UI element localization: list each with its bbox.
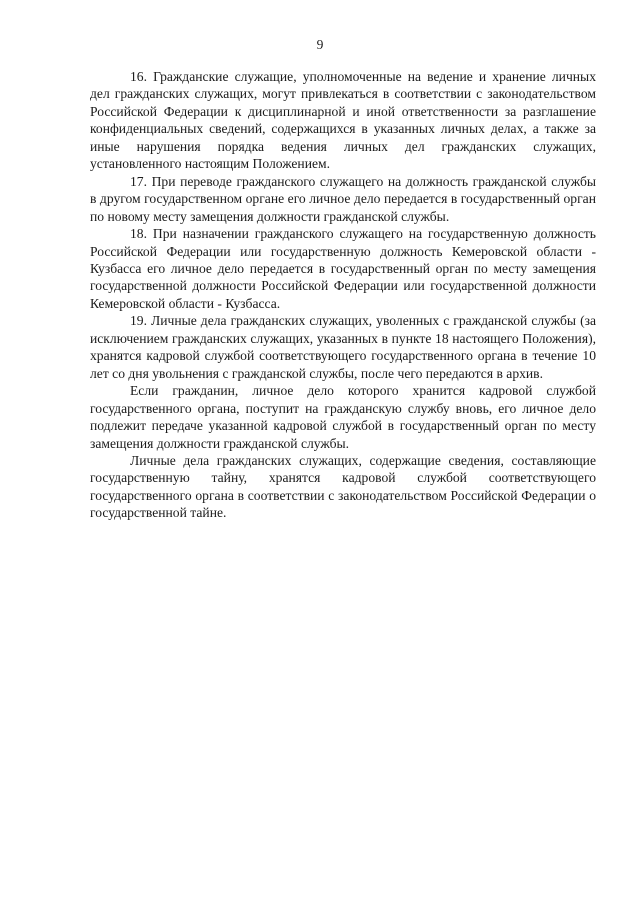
paragraph-16: 16. Гражданские служащие, уполномоченные на ведение и хранение личных дел гражданских служащих, могут привлекаться в соответствии с законодательством Российской Федерации к дисциплинарной и иной ответственности за разглашение конфиденциальных сведений, содержащихся в указанных личных делах, а также за иные нарушения порядка ведения личных дел гражданских служащих, установленного настоящим Положением.	[90, 69, 596, 172]
paragraph-17: 17. При переводе гражданского служащего на должность гражданской службы в другом государственном органе его личное дело передается в государственный орган по новому месту замещения должности гражданской службы.	[90, 173, 596, 224]
paragraph-state-secret: Личные дела гражданских служащих, содержащие сведения, составляющие государственную тайну, хранятся кадровой службой соответствующего государственного органа в соответствии с законодательством Российской Федерации о государственной тайне.	[90, 452, 596, 521]
document-body	[90, 68, 596, 522]
paragraph-19: 19. Личные дела гражданских служащих, уволенных с гражданской службы (за исключением гражданских служащих, указанных в пункте 18 настоящего Положения), хранятся кадровой службой соответствующего государственного органа в течение 10 лет со дня увольнения с гражданской службы, после чего передаются в архив.	[90, 313, 596, 381]
paragraph-18: 18. При назначении гражданского служащего на государственную должность Российской Федерации или государственную должность Кемеровской области - Кузбасса его личное дело передается в государственный орган по месту замещения государственной должности Российской Федерации или государственной должности Кемеровской области - Кузбасса.	[90, 226, 596, 311]
page-number: 9	[316, 37, 324, 52]
paragraph-re-entry: Если гражданин, личное дело которого хранится кадровой службой государственного органа, поступит на гражданскую службу вновь, его личное дело подлежит передаче указанной кадровой службой в государственный орган по месту замещения должности гражданской службы.	[90, 383, 596, 451]
